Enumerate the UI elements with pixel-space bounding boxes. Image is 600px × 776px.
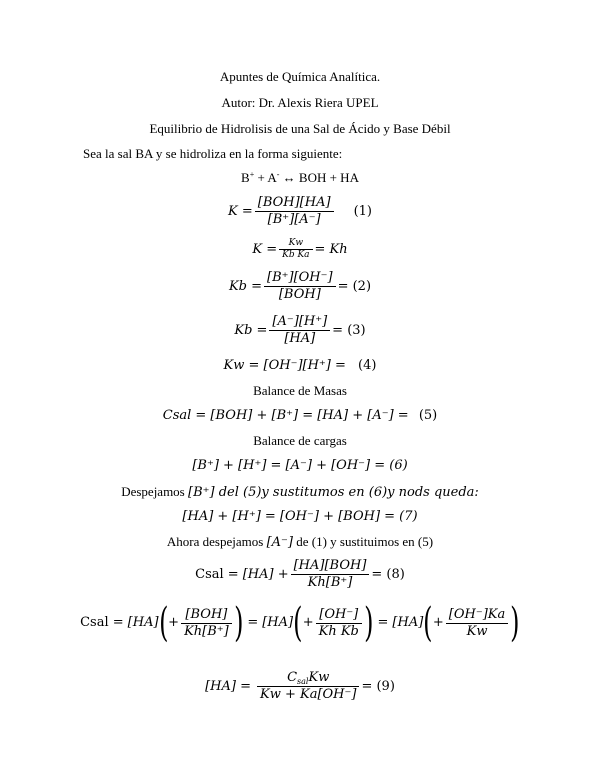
eqlong-fraction-3 (446, 607, 508, 640)
eq2-lhs: Kb = (228, 278, 263, 294)
reaction-products: ↔ BOH + HA (279, 170, 359, 185)
equation-1 (0, 195, 600, 228)
eqlong-plus-1: + (168, 615, 180, 630)
eqkh-lhs: K = (252, 241, 278, 257)
reaction-equation (0, 170, 600, 186)
eq3-rhs: = (3) (332, 322, 366, 338)
eqlong-fraction-1 (181, 607, 232, 640)
eqkh-rhs: = Kh (314, 241, 348, 257)
eqlong-ha-1: [HA] (127, 615, 159, 630)
reaction-b: B (241, 170, 250, 185)
eq8-denominator: Kh[B⁺] (307, 575, 353, 590)
reaction-a: + A (254, 170, 277, 185)
balance-charges-heading: Balance de cargas (253, 433, 347, 448)
document-author: Autor: Dr. Alexis Riera UPEL (221, 95, 379, 110)
eqlong-f1-numerator: [BOH] (181, 607, 232, 624)
equation-2 (0, 270, 600, 303)
equation-long (0, 600, 600, 646)
eq3-denominator: [HA] (284, 331, 316, 346)
eqlong-close-paren-1: ) (233, 600, 244, 646)
eqlong-f3-numerator: [OH⁻]Ka (446, 607, 508, 624)
eqlong-f1-denominator: Kh[B⁺] (184, 623, 229, 639)
eqlong-f2-denominator: Kh Kb (318, 623, 359, 639)
eq9-num-tail: Kw (308, 670, 330, 685)
eqlong-open-paren-2: ( (293, 600, 303, 646)
eqlong-open-paren-1: ( (158, 600, 169, 646)
eq2-denominator: [BOH] (278, 287, 321, 302)
reaction-a-charge: - (276, 170, 280, 179)
eqlong-ha-3: [HA] (392, 615, 424, 630)
eq2-fraction (264, 270, 336, 303)
eq5-text: Csal = [BOH] + [B⁺] = [HA] + [A⁻] = (162, 408, 409, 423)
eq2-numerator: [B⁺][OH⁻] (264, 270, 336, 287)
eq9-denominator: Kw + Ka[OH⁻] (259, 687, 357, 702)
intro-text: Sea la sal BA y se hidroliza en la forma siguiente: (83, 146, 343, 161)
equation-7: [HA] + [H⁺] = [OH⁻] + [BOH] = (7) (182, 509, 418, 524)
eqkh-numerator: Kw (279, 238, 312, 250)
eqkh-fraction (279, 238, 312, 261)
equation-5 (0, 408, 600, 424)
eq5-label: (5) (418, 408, 438, 423)
eqlong-equals-2: = (377, 615, 389, 630)
equation-9 (0, 670, 600, 703)
eqlong-ha-2: [HA] (262, 615, 294, 630)
eq9-numerator (257, 670, 359, 687)
equation-8 (0, 558, 600, 591)
eq1-label: (1) (353, 203, 372, 219)
eq3-lhs: Kb = (234, 322, 268, 338)
reaction-b-charge: + (249, 170, 255, 179)
despejamos-pre: Despejamos (121, 484, 188, 499)
eqlong-open-paren-3: ( (423, 600, 433, 646)
eqlong-close-paren-2: ) (364, 600, 374, 646)
eq8-lhs: Csal = (195, 566, 239, 582)
equation-4 (0, 358, 600, 374)
eq8-term: [HA] + (242, 566, 289, 582)
equation-3 (0, 314, 600, 347)
ahora-term: [A⁻] (266, 535, 293, 550)
eq4-label: (4) (358, 358, 377, 373)
equation-kh (0, 238, 600, 261)
eq9-fraction (257, 670, 359, 703)
eq2-rhs: = (2) (337, 278, 372, 294)
eqlong-plus-2: + (302, 615, 314, 630)
eqlong-equals-1: = (247, 615, 259, 630)
document-title: Apuntes de Química Analítica. (219, 69, 381, 84)
eq1-fraction (255, 195, 334, 228)
eq9-lhs: [HA] = (205, 678, 251, 694)
eq9-rhs: = (9) (361, 678, 395, 694)
eqlong-plus-3: + (432, 615, 444, 630)
eq1-lhs: K = (228, 203, 253, 219)
ahora-post: de (1) y sustituimos en (5) (292, 534, 434, 549)
eq9-num-c: C (287, 670, 298, 685)
eqlong-f3-denominator: Kw (466, 623, 488, 639)
eqkh-denominator: Kb Ka (282, 250, 310, 260)
eq1-numerator: [BOH][HA] (255, 195, 334, 212)
eq3-fraction (269, 314, 330, 347)
eq1-denominator: [B⁺][A⁻] (267, 212, 321, 227)
equation-6: [B⁺] + [H⁺] = [A⁻] + [OH⁻] = (6) (192, 458, 408, 473)
eqlong-fraction-2 (316, 607, 362, 640)
eq8-fraction (291, 558, 370, 591)
ahora-text (0, 534, 600, 551)
ahora-pre: Ahora despejamos (166, 534, 267, 549)
eqlong-f2-numerator: [OH⁻] (316, 607, 362, 624)
eqlong-close-paren-3: ) (510, 600, 520, 646)
eq4-text: Kw = [OH⁻][H⁺] = (223, 358, 346, 373)
document-subtitle: Equilibrio de Hidrolisis de una Sal de Ácido y Base Débil (149, 121, 451, 136)
despejamos-text (0, 484, 600, 501)
despejamos-italic: del (5)y sustitumos en (6)y nods queda: (214, 485, 479, 500)
eq8-numerator: [HA][BOH] (291, 558, 370, 575)
eq3-numerator: [A⁻][H⁺] (269, 314, 330, 331)
eq9-num-sub: sal (297, 677, 309, 686)
eq8-rhs: = (8) (371, 566, 405, 582)
despejamos-term: [B⁺] (188, 485, 215, 500)
eqlong-lhs: Csal = (80, 615, 124, 630)
balance-masses-heading: Balance de Masas (253, 383, 347, 398)
